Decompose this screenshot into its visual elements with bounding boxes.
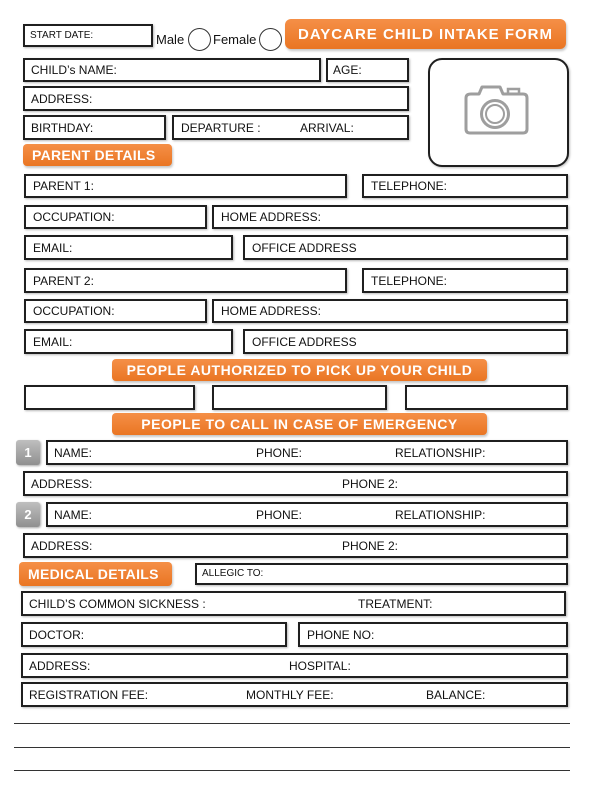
female-label: Female <box>213 32 257 47</box>
medical-details-heading: MEDICAL DETAILS <box>19 562 172 586</box>
parent1-name-field[interactable] <box>24 174 347 198</box>
parent1-name-label: PARENT 1: <box>33 179 94 193</box>
arrival-label: ARRIVAL: <box>300 120 354 135</box>
parent1-email-field[interactable] <box>24 235 233 260</box>
parent2-home-address-field[interactable] <box>212 299 568 323</box>
birthday-label: BIRTHDAY: <box>31 120 94 135</box>
contact2-name-label: NAME: <box>54 507 93 522</box>
treatment-label: TREATMENT: <box>358 596 433 611</box>
contact2-phone2-label: PHONE 2: <box>342 538 399 553</box>
medical-address-hospital-field[interactable] <box>21 653 568 678</box>
parent2-name-field[interactable] <box>24 268 347 293</box>
parent1-home-address-field[interactable] <box>212 205 568 229</box>
contact1-phone-label: PHONE: <box>256 445 303 460</box>
child-name-label: CHILD’s NAME: <box>31 63 117 77</box>
common-sickness-label: CHILD’S COMMON SICKNESS : <box>29 596 206 611</box>
doctor-phone-label: PHONE NO: <box>307 627 375 642</box>
male-radio[interactable] <box>188 28 211 51</box>
contact1-address-field[interactable] <box>23 471 568 496</box>
pickup-person-field-1[interactable] <box>24 385 195 410</box>
parent2-office-address-label: OFFICE ADDRESS <box>252 334 357 349</box>
parent2-telephone-field[interactable] <box>362 268 568 293</box>
parent2-office-address-field[interactable] <box>243 329 568 354</box>
child-name-field[interactable] <box>23 58 321 82</box>
contact1-relationship-label: RELATIONSHIP: <box>395 445 486 460</box>
pickup-person-field-2[interactable] <box>212 385 387 410</box>
parent2-occupation-field[interactable] <box>24 299 207 323</box>
male-label: Male <box>156 32 185 47</box>
parent1-home-address-label: HOME ADDRESS: <box>221 210 322 224</box>
birthday-field[interactable] <box>23 115 166 140</box>
balance-label: BALANCE: <box>426 687 486 702</box>
parent1-occupation-field[interactable] <box>24 205 207 229</box>
female-radio[interactable] <box>259 28 282 51</box>
parent1-telephone-field[interactable] <box>362 174 568 198</box>
contact2-phone-label: PHONE: <box>256 507 303 522</box>
allergic-to-field[interactable] <box>195 563 568 585</box>
allergic-to-label: ALLEGIC TO: <box>202 568 264 579</box>
contact2-address-label: ADDRESS: <box>31 538 93 553</box>
contact1-name-label: NAME: <box>54 445 93 460</box>
age-field[interactable] <box>326 58 409 82</box>
camera-icon <box>430 60 567 165</box>
fees-field[interactable] <box>21 682 568 707</box>
pickup-heading: PEOPLE AUTHORIZED TO PICK UP YOUR CHILD <box>112 359 487 381</box>
parent1-telephone-label: TELEPHONE: <box>371 179 448 193</box>
parent1-occupation-label: OCCUPATION: <box>33 210 115 224</box>
parent2-home-address-label: HOME ADDRESS: <box>221 304 322 318</box>
departure-label: DEPARTURE : <box>181 120 261 135</box>
contact1-details-field[interactable] <box>46 440 568 465</box>
notes-line <box>14 723 570 724</box>
contact1-phone2-label: PHONE 2: <box>342 476 399 491</box>
parent1-email-label: EMAIL: <box>33 240 73 255</box>
contact2-number-badge: 2 <box>16 502 40 527</box>
parent2-email-label: EMAIL: <box>33 334 73 349</box>
parent2-telephone-label: TELEPHONE: <box>371 273 448 288</box>
emergency-heading: PEOPLE TO CALL IN CASE OF EMERGENCY <box>112 413 487 435</box>
photo-upload-box[interactable] <box>428 58 569 167</box>
departure-arrival-field[interactable] <box>172 115 409 140</box>
form-title: DAYCARE CHILD INTAKE FORM <box>285 19 566 49</box>
age-label: AGE: <box>333 63 362 77</box>
parent2-name-label: PARENT 2: <box>33 273 94 288</box>
parent-details-heading: PARENT DETAILS <box>23 144 172 166</box>
doctor-field[interactable] <box>21 622 287 647</box>
doctor-phone-field[interactable] <box>298 622 568 647</box>
medical-address-label: ADDRESS: <box>29 658 91 673</box>
child-address-label: ADDRESS: <box>31 91 93 106</box>
parent1-office-address-label: OFFICE ADDRESS <box>252 240 357 255</box>
contact2-address-field[interactable] <box>23 533 568 558</box>
hospital-label: HOSPITAL: <box>289 658 351 673</box>
contact1-address-label: ADDRESS: <box>31 476 93 491</box>
child-address-field[interactable] <box>23 86 409 111</box>
parent2-email-field[interactable] <box>24 329 233 354</box>
pickup-person-field-3[interactable] <box>405 385 568 410</box>
sickness-treatment-field[interactable] <box>21 591 566 616</box>
start-date-label: START DATE: <box>30 29 94 41</box>
notes-line <box>14 747 570 748</box>
parent2-occupation-label: OCCUPATION: <box>33 304 115 318</box>
doctor-label: DOCTOR: <box>29 627 85 642</box>
contact2-details-field[interactable] <box>46 502 568 527</box>
start-date-field[interactable] <box>23 24 153 47</box>
contact1-number-badge: 1 <box>16 440 40 465</box>
registration-fee-label: REGISTRATION FEE: <box>29 687 149 702</box>
monthly-fee-label: MONTHLY FEE: <box>246 687 334 702</box>
parent1-office-address-field[interactable] <box>243 235 568 260</box>
notes-line <box>14 770 570 771</box>
contact2-relationship-label: RELATIONSHIP: <box>395 507 486 522</box>
